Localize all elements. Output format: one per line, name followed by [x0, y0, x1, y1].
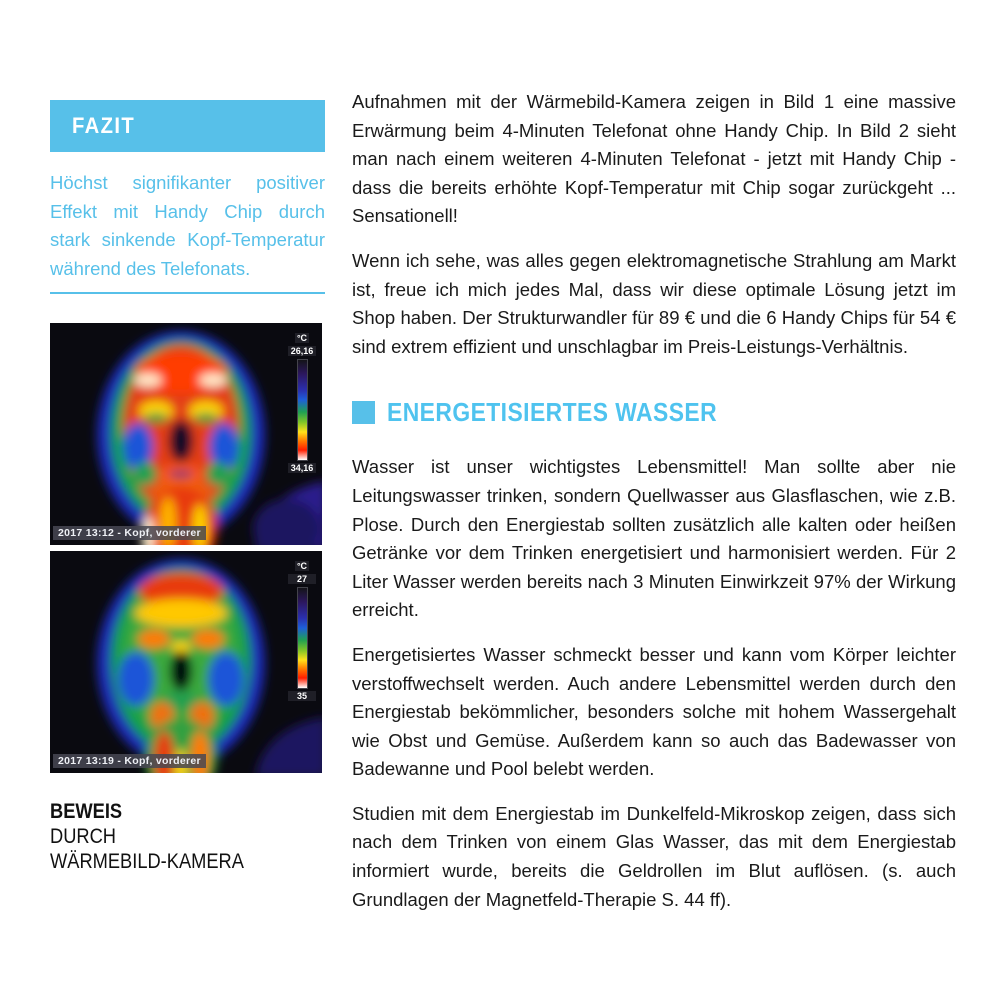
body-paragraph-5: Studien mit dem Energiestab im Dunkelfeld-Mikroskop zeigen, dass sich nach dem Trinken von einem Glas Wasser, das mit dem Energiestab informiert wurde, bereits die Geldrollen im Blut auflösen. (s. auch Grundlagen der Magnetfeld-Therapie S. 44 ff).: [352, 802, 956, 910]
scale-top-value: 27: [288, 574, 316, 584]
scale-top-value: 26,16: [288, 346, 316, 356]
caption-line-1: BEWEIS: [50, 799, 123, 823]
thermal-image-1: [50, 323, 322, 545]
body-paragraph-3: Wasser ist unser wichtigstes Lebensmittel! Man sollte aber nie Leitungswasser trinken, sondern Quellwasser aus Glasflaschen, wie z.B. Plose. Durch den Energiestab sollten zusätzlich alle kalten oder heißen Getränke vor dem Trinken energetisiert und harmonisiert werden. Für 2 Liter Wasser werden bereits nach 3 Minuten Einwirkzeit 97% der Wirkung erreicht.: [352, 456, 956, 621]
thermal-gradient-bar: [297, 359, 308, 461]
scale-unit-label: °C: [296, 333, 308, 343]
body-paragraph-2: Wenn ich sehe, was alles gegen elektromagnetische Strahlung am Markt ist, freue ich mich jedes Mal, dass wir diese optimale Lösung jetzt im Shop haben. Der Strukturwandler für 89 € und die 6 Handy Chips für 54 € sind extrem effizient und unschlagbar im Preis-Leistungs-Verhältnis.: [352, 249, 956, 357]
fazit-title: FAZIT: [72, 113, 136, 138]
section-heading-text: ENERGETISIERTES WASSER: [387, 397, 718, 428]
scale-bottom-value: 34,16: [288, 463, 316, 473]
thermal-scale-2: [288, 556, 316, 701]
fazit-header-box: [50, 100, 325, 152]
thermal-scale-1: [288, 328, 316, 473]
section-heading-row: [352, 397, 956, 428]
left-column: [50, 100, 325, 874]
image-caption: [50, 799, 325, 874]
thermal-gradient-bar: [297, 587, 308, 689]
thermal-timestamp-1: 2017 13:12 - Kopf, vorderer: [53, 526, 206, 540]
divider-line: [50, 292, 325, 294]
scale-bottom-value: 35: [288, 691, 316, 701]
thermal-head-art-hot: [50, 323, 322, 545]
right-column: [352, 88, 956, 930]
body-paragraph-4: Energetisiertes Wasser schmeckt besser und kann vom Körper leichter verstoffwechselt werden. Auch andere Lebensmittel werden durch den Energiestab bekömmlicher, besonders solche mit hohem Wassergehalt wie Obst und Gemüse. Außerdem kann so auch das Badewasser von Badewanne und Pool belebt werden.: [352, 643, 956, 780]
square-bullet-icon: [352, 401, 375, 424]
thermal-image-2: [50, 551, 322, 773]
body-paragraph-1: Aufnahmen mit der Wärmebild-Kamera zeigen in Bild 1 eine massive Erwärmung beim 4-Minuten Telefonat ohne Handy Chip. In Bild 2 sieht man nach einem weiteren 4-Minuten Telefonat - jetzt mit Handy Chip - dass die bereits erhöhte Kopf-Temperatur mit Chip sogar zurückgeht ... Sensationell!: [352, 91, 956, 227]
thermal-timestamp-2: 2017 13:19 - Kopf, vorderer: [53, 754, 206, 768]
scale-unit-label: °C: [296, 561, 308, 571]
thermal-head-art-cool: [50, 551, 322, 773]
fazit-summary-text: Höchst signifikanter positiver Effekt mit Handy Chip durch stark sinkende Kopf-Temperatur während des Telefonats.: [50, 172, 325, 279]
caption-line-3: WÄRMEBILD-KAMERA: [50, 849, 244, 873]
caption-line-2: DURCH: [50, 824, 116, 848]
